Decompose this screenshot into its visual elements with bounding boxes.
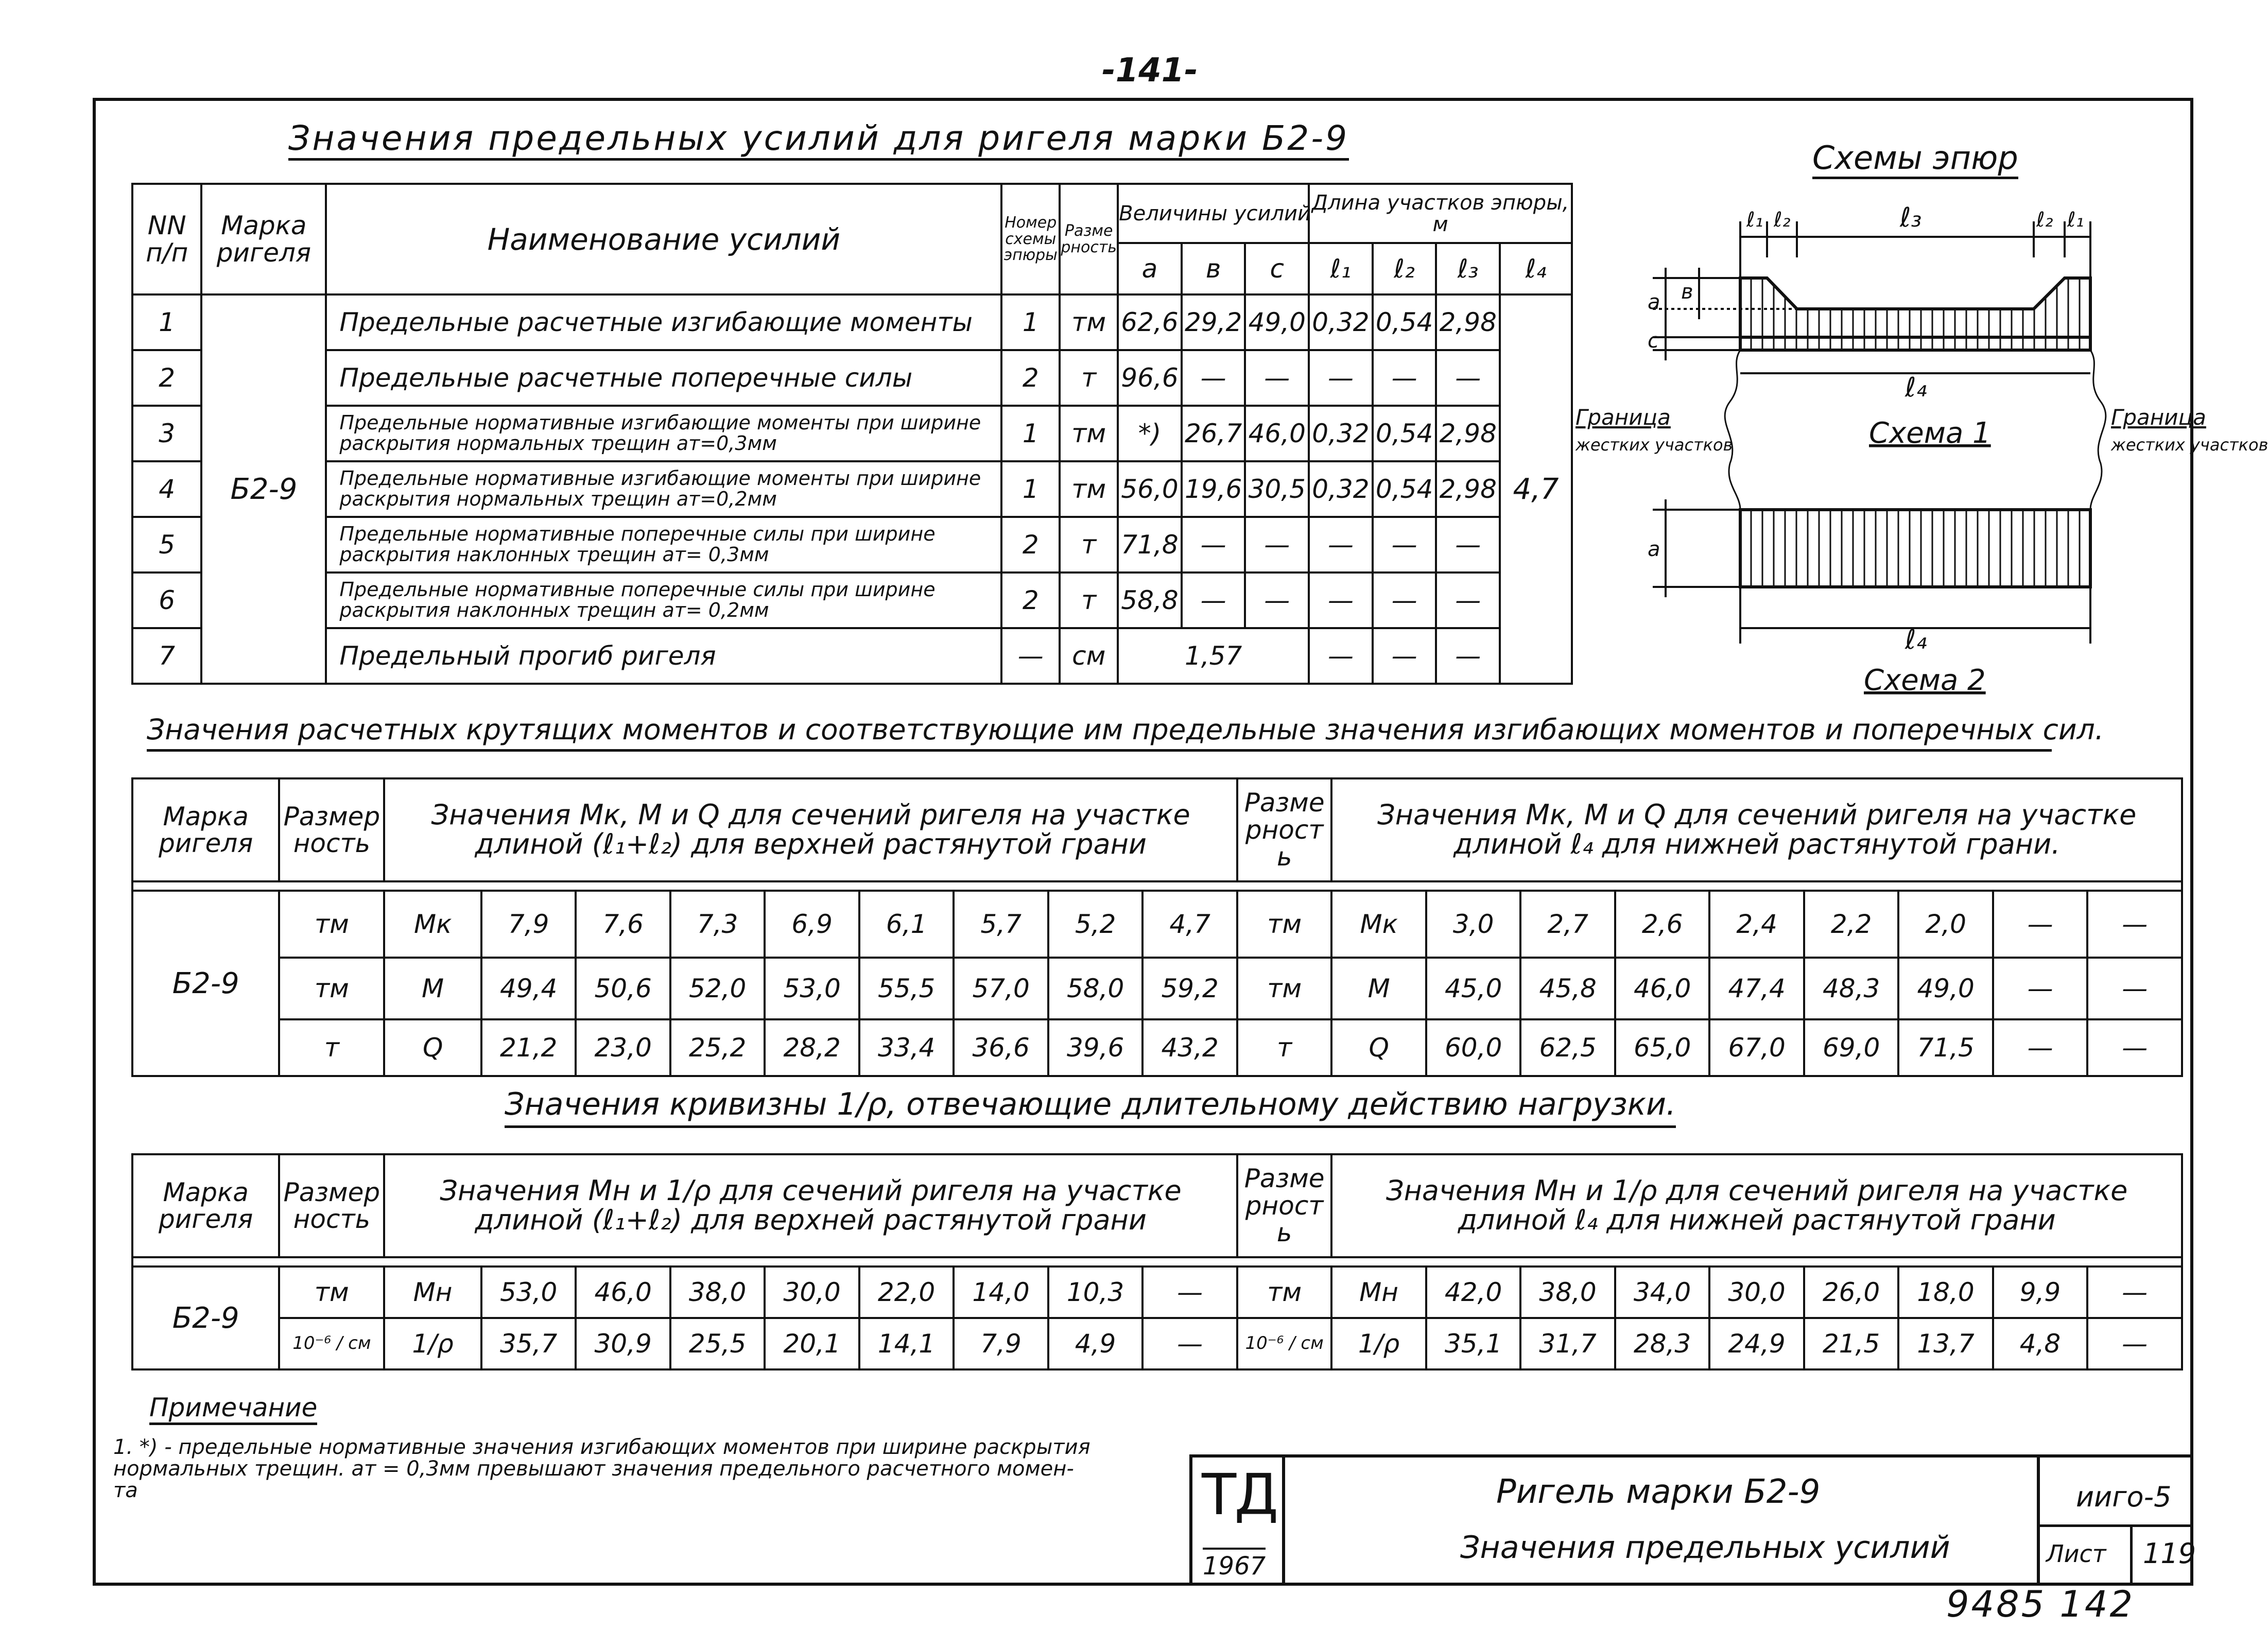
header-unit-right: Размерность — [1237, 1154, 1331, 1257]
value-b: 26,7 — [1182, 406, 1245, 461]
value-cell: 25,5 — [670, 1318, 765, 1369]
header-a: a — [1118, 243, 1182, 294]
value-cell: 62,5 — [1520, 1019, 1615, 1076]
title-block — [1189, 1454, 2196, 1586]
value-cell: 4,8 — [1993, 1318, 2087, 1369]
value-cell: 10,3 — [1048, 1267, 1142, 1318]
value-a: 71,8 — [1118, 517, 1182, 573]
stamp-series: ииго-5 — [2076, 1481, 2172, 1513]
value-cell: 6,9 — [765, 891, 859, 958]
unit-cell: тм — [1060, 461, 1118, 517]
value-cell: — — [1142, 1318, 1237, 1369]
value-cell: 34,0 — [1615, 1267, 1709, 1318]
value-c: — — [1245, 517, 1309, 573]
force-name: Предельные расчетные изгибающие моменты — [326, 294, 1001, 350]
header-unit-right: Размерность — [1237, 778, 1332, 881]
value-cell: 20,1 — [765, 1318, 859, 1369]
row-number: 6 — [132, 573, 201, 628]
dim-l3: ℓ₃ — [1900, 202, 1922, 233]
value-cell: — — [2087, 1267, 2182, 1318]
header-l4: ℓ₄ — [1500, 243, 1572, 294]
unit-cell: тм — [279, 891, 384, 958]
dim-a-2: a — [1648, 537, 1660, 561]
schemes-diagram — [1576, 196, 2268, 710]
value-cell: 59,2 — [1142, 958, 1237, 1019]
header-mark: Марка ригеля — [201, 184, 326, 294]
symbol-cell: Q — [384, 1019, 481, 1076]
header-unit: Размерность — [279, 778, 384, 881]
unit-cell-right: 10⁻⁶ / см — [1237, 1318, 1331, 1369]
symbol-cell-right: Mк — [1331, 891, 1426, 958]
value-cell: 52,0 — [670, 958, 765, 1019]
value-cell: 35,1 — [1426, 1318, 1520, 1369]
archive-number: 9485 142 — [1946, 1583, 2135, 1625]
value-cell: 39,6 — [1048, 1019, 1143, 1076]
value-cell: 4,9 — [1048, 1318, 1142, 1369]
unit-cell: т — [1060, 573, 1118, 628]
unit-cell-right: тм — [1237, 891, 1332, 958]
value-cell: 48,3 — [1804, 958, 1899, 1019]
note-title: Примечание — [149, 1393, 317, 1425]
value-b: 19,6 — [1182, 461, 1245, 517]
dim-l4-2: ℓ₄ — [1905, 624, 1927, 655]
value-cell: — — [2087, 958, 2182, 1019]
value-cell: 23,0 — [576, 1019, 670, 1076]
unit-cell: т — [1060, 517, 1118, 573]
limit-forces-table — [131, 183, 1573, 685]
note-text — [113, 1436, 1090, 1501]
value-a: 56,0 — [1118, 461, 1182, 517]
force-name: Предельные нормативные поперечные силы при ширине раскрытия наклонных трещин aт= 0,2мм — [326, 573, 1001, 628]
value-cell: 7,9 — [954, 1318, 1048, 1369]
value-cell: 3,0 — [1426, 891, 1521, 958]
value-cell: 22,0 — [859, 1267, 954, 1318]
dim-l4-1: ℓ₄ — [1905, 372, 1927, 403]
value-cell: 30,0 — [1709, 1267, 1804, 1318]
dim-l2-right: ℓ₂ — [2036, 208, 2053, 232]
value-cell: 25,2 — [670, 1019, 765, 1076]
header-mark: Марка ригеля — [132, 1154, 279, 1257]
symbol-cell-right: Q — [1331, 1019, 1426, 1076]
header-right-line2: длиной ℓ₄ для нижней растянутой грани — [1458, 1204, 2056, 1236]
value-l1: 0,32 — [1309, 461, 1373, 517]
stamp-sheet-label: Лист — [2046, 1540, 2106, 1568]
scheme-cell: 2 — [1001, 350, 1060, 406]
symbol-cell: 1/ρ — [384, 1318, 481, 1369]
torque-table — [131, 777, 2183, 1077]
value-a: 62,6 — [1118, 294, 1182, 350]
table1-title: Значения предельных усилий для ригеля марки Б2-9 — [288, 118, 1349, 161]
header-c: с — [1245, 243, 1309, 294]
value-cell: 45,8 — [1520, 958, 1615, 1019]
value-cell: 38,0 — [1520, 1267, 1615, 1318]
value-cell: 60,0 — [1426, 1019, 1521, 1076]
value-l2: — — [1373, 628, 1436, 684]
symbol-cell-right: 1/ρ — [1331, 1318, 1426, 1369]
value-cell: 9,9 — [1993, 1267, 2087, 1318]
value-cell: 42,0 — [1426, 1267, 1520, 1318]
table-row — [132, 1318, 2182, 1369]
stamp-title-2: Значения предельных усилий — [1460, 1530, 1950, 1566]
dim-l1-right: ℓ₁ — [2067, 208, 2084, 232]
boundary-left-sub: жестких участков — [1576, 435, 1733, 455]
value-cell: 18,0 — [1898, 1267, 1993, 1318]
value-cell: 43,2 — [1142, 1019, 1237, 1076]
unit-cell: см — [1060, 628, 1118, 684]
table-row — [132, 1019, 2182, 1076]
mark-cell: Б2-9 — [132, 891, 279, 1076]
value-cell: 49,0 — [1898, 958, 1993, 1019]
value-cell: 7,6 — [576, 891, 670, 958]
value-l4: 4,7 — [1500, 294, 1572, 684]
value-cell: 7,3 — [670, 891, 765, 958]
value-cell: 7,9 — [481, 891, 576, 958]
deflection-value: 1,57 — [1118, 628, 1309, 684]
header-l1: ℓ₁ — [1309, 243, 1373, 294]
scheme-cell: 1 — [1001, 406, 1060, 461]
scheme-cell: 1 — [1001, 294, 1060, 350]
value-cell: 2,0 — [1898, 891, 1993, 958]
stamp-sheet-divider — [2130, 1527, 2133, 1586]
dim-a-1: a — [1648, 290, 1660, 314]
value-cell: 24,9 — [1709, 1318, 1804, 1369]
unit-cell-right: тм — [1237, 1267, 1331, 1318]
value-cell: — — [1142, 1267, 1237, 1318]
value-c: — — [1245, 350, 1309, 406]
table-row — [132, 958, 2182, 1019]
td-logo: ТД — [1202, 1462, 1277, 1528]
value-l1: — — [1309, 517, 1373, 573]
value-cell: 14,1 — [859, 1318, 954, 1369]
note-line-2: нормальных трещин. aт = 0,3мм превышают значения предельного расчетного момен- — [113, 1457, 1074, 1481]
value-cell: 50,6 — [576, 958, 670, 1019]
value-cell: 13,7 — [1898, 1318, 1993, 1369]
value-l3: — — [1436, 350, 1500, 406]
value-a: 96,6 — [1118, 350, 1182, 406]
header-right — [1331, 778, 2182, 881]
force-name: Предельные нормативные изгибающие моменты при ширине раскрытия нормальных трещин aт=0,2мм — [326, 461, 1001, 517]
value-cell: 4,7 — [1142, 891, 1237, 958]
header-left — [384, 1154, 1237, 1257]
scheme2-label: Схема 2 — [1864, 664, 1986, 697]
value-cell: 31,7 — [1520, 1318, 1615, 1369]
value-cell: 30,9 — [576, 1318, 670, 1369]
header-left-line1: Значения Mк, M и Q для сечений ригеля на участке — [431, 799, 1190, 831]
header-unit: Размерность — [279, 1154, 384, 1257]
value-cell: 35,7 — [481, 1318, 576, 1369]
value-cell: 33,4 — [859, 1019, 954, 1076]
value-cell: 65,0 — [1615, 1019, 1710, 1076]
value-a: *) — [1118, 406, 1182, 461]
value-l2: — — [1373, 517, 1436, 573]
unit-cell: тм — [279, 1267, 384, 1318]
boundary-left: Граница — [1576, 405, 1671, 430]
force-name: Предельные нормативные изгибающие моменты при ширине раскрытия нормальных трещин aт=0,3мм — [326, 406, 1001, 461]
value-l3: — — [1436, 517, 1500, 573]
header-right-line1: Значения Mк, M и Q для сечений ригеля на участке — [1377, 799, 2137, 831]
stamp-sheet-number: 119 — [2143, 1537, 2196, 1570]
table-row — [132, 891, 2182, 958]
table-row — [132, 406, 1572, 461]
stamp-sheet-row — [2040, 1524, 2196, 1586]
stamp-title-1: Ригель марки Б2-9 — [1496, 1473, 1821, 1511]
header-left-line2: длиной (ℓ₁+ℓ₂) для верхней растянутой грани — [475, 828, 1147, 860]
value-b: 29,2 — [1182, 294, 1245, 350]
value-cell: 14,0 — [954, 1267, 1048, 1318]
unit-cell: тм — [279, 958, 384, 1019]
stamp-year: 1967 — [1203, 1548, 1266, 1581]
value-l3: 2,98 — [1436, 294, 1500, 350]
value-cell: 21,5 — [1804, 1318, 1898, 1369]
dim-l1-left: ℓ₁ — [1746, 208, 1763, 232]
unit-cell: тм — [1060, 406, 1118, 461]
table-row — [132, 573, 1572, 628]
value-cell: 2,2 — [1804, 891, 1899, 958]
force-name: Предельные нормативные поперечные силы при ширине раскрытия наклонных трещин aт= 0,3мм — [326, 517, 1001, 573]
note-line-1: 1. *) - предельные нормативные значения изгибающих моментов при ширине раскрытия — [113, 1435, 1090, 1459]
table-row — [132, 350, 1572, 406]
value-cell: 21,2 — [481, 1019, 576, 1076]
mark-cell: Б2-9 — [201, 294, 326, 684]
header-left-line2: длиной (ℓ₁+ℓ₂) для верхней растянутой грани — [475, 1204, 1147, 1236]
value-c: — — [1245, 573, 1309, 628]
scheme-cell: 1 — [1001, 461, 1060, 517]
header-l2: ℓ₂ — [1373, 243, 1436, 294]
curvature-table — [131, 1153, 2183, 1371]
value-l1: — — [1309, 350, 1373, 406]
header-l3: ℓ₃ — [1436, 243, 1500, 294]
value-cell: 46,0 — [576, 1267, 670, 1318]
symbol-cell: M — [384, 958, 481, 1019]
dim-l2-left: ℓ₂ — [1774, 208, 1791, 232]
header-left — [384, 778, 1237, 881]
value-cell: 26,0 — [1804, 1267, 1898, 1318]
value-cell: 2,6 — [1615, 891, 1710, 958]
value-l1: 0,32 — [1309, 294, 1373, 350]
table2-title: Значения расчетных крутящих моментов и соответствующие им предельные значения изгибающих моментов и поперечных сил. — [147, 713, 2052, 752]
value-cell: 67,0 — [1709, 1019, 1804, 1076]
value-b: — — [1182, 517, 1245, 573]
boundary-right: Граница — [2111, 405, 2206, 430]
value-l1: — — [1309, 573, 1373, 628]
unit-cell-right: тм — [1237, 958, 1332, 1019]
header-unit: Размерность — [1060, 184, 1118, 294]
schemes-title: Схемы эпюр — [1812, 139, 2018, 179]
value-l1: — — [1309, 628, 1373, 684]
value-l3: 2,98 — [1436, 406, 1500, 461]
scheme-cell: 2 — [1001, 573, 1060, 628]
mark-cell: Б2-9 — [132, 1267, 279, 1369]
value-l2: 0,54 — [1373, 406, 1436, 461]
symbol-cell-right: Mн — [1331, 1267, 1426, 1318]
value-cell: 6,1 — [859, 891, 954, 958]
value-cell: 55,5 — [859, 958, 954, 1019]
value-l2: — — [1373, 573, 1436, 628]
dim-c-1: с — [1648, 329, 1659, 353]
row-number: 5 — [132, 517, 201, 573]
value-a: 58,8 — [1118, 573, 1182, 628]
unit-cell: т — [279, 1019, 384, 1076]
symbol-cell: Mк — [384, 891, 481, 958]
table-row — [132, 628, 1572, 684]
header-scheme: Номер схемы эпюры — [1001, 184, 1060, 294]
header-mark: Марка ригеля — [132, 778, 279, 881]
scheme-cell: 2 — [1001, 517, 1060, 573]
value-cell: 28,2 — [765, 1019, 859, 1076]
table-row — [132, 517, 1572, 573]
row-number: 2 — [132, 350, 201, 406]
scheme-cell: — — [1001, 628, 1060, 684]
value-l2: 0,54 — [1373, 294, 1436, 350]
value-l1: 0,32 — [1309, 406, 1373, 461]
value-l3: 2,98 — [1436, 461, 1500, 517]
value-cell: 5,7 — [954, 891, 1048, 958]
value-cell: 53,0 — [481, 1267, 576, 1318]
header-right-line1: Значения Mн и 1/ρ для сечений ригеля на участке — [1386, 1174, 2128, 1207]
unit-cell-right: т — [1237, 1019, 1332, 1076]
unit-cell: 10⁻⁶ / см — [279, 1318, 384, 1369]
header-b: в — [1182, 243, 1245, 294]
table3-title: Значения кривизны 1/ρ, отвечающие длительному действию нагрузки. — [505, 1086, 1676, 1128]
value-cell: 58,0 — [1048, 958, 1143, 1019]
value-b: — — [1182, 573, 1245, 628]
header-lengths: Длина участков эпюры, м — [1309, 184, 1572, 243]
value-cell: 2,7 — [1520, 891, 1615, 958]
table-row — [132, 1267, 2182, 1318]
value-cell: 28,3 — [1615, 1318, 1709, 1369]
value-cell: 36,6 — [954, 1019, 1048, 1076]
value-b: — — [1182, 350, 1245, 406]
value-cell: — — [1993, 958, 2088, 1019]
value-cell: — — [1993, 891, 2088, 958]
value-cell: — — [2087, 1318, 2182, 1369]
value-cell: 45,0 — [1426, 958, 1521, 1019]
stamp-right-box — [2037, 1458, 2196, 1586]
value-c: 46,0 — [1245, 406, 1309, 461]
value-l3: — — [1436, 573, 1500, 628]
value-cell: — — [2087, 891, 2182, 958]
value-cell: 47,4 — [1709, 958, 1804, 1019]
value-l2: 0,54 — [1373, 461, 1436, 517]
unit-cell: тм — [1060, 294, 1118, 350]
header-nn: NN п/п — [132, 184, 201, 294]
value-cell: — — [1993, 1019, 2088, 1076]
value-cell: — — [2087, 1019, 2182, 1076]
symbol-cell: Mн — [384, 1267, 481, 1318]
page-number: -141- — [1102, 51, 1198, 90]
header-forces: Величины усилий — [1118, 184, 1309, 243]
dim-b-1: в — [1681, 280, 1693, 304]
row-number: 1 — [132, 294, 201, 350]
header-right — [1331, 1154, 2182, 1257]
header-right-line2: длиной ℓ₄ для нижней растянутой грани. — [1453, 828, 2061, 860]
value-cell: 5,2 — [1048, 891, 1143, 958]
value-cell: 69,0 — [1804, 1019, 1899, 1076]
boundary-right-sub: жестких участков — [2111, 435, 2268, 455]
unit-cell: т — [1060, 350, 1118, 406]
row-number: 3 — [132, 406, 201, 461]
scheme1-label: Схема 1 — [1869, 417, 1991, 450]
table-row — [132, 461, 1572, 517]
table-row — [132, 294, 1572, 350]
value-l2: — — [1373, 350, 1436, 406]
row-number: 4 — [132, 461, 201, 517]
logo-box — [1192, 1458, 1285, 1586]
value-cell: 57,0 — [954, 958, 1048, 1019]
header-name: Наименование усилий — [326, 184, 1001, 294]
symbol-cell-right: M — [1331, 958, 1426, 1019]
value-cell: 71,5 — [1898, 1019, 1993, 1076]
row-number: 7 — [132, 628, 201, 684]
value-cell: 53,0 — [765, 958, 859, 1019]
value-cell: 49,4 — [481, 958, 576, 1019]
value-c: 49,0 — [1245, 294, 1309, 350]
value-l3: — — [1436, 628, 1500, 684]
value-cell: 38,0 — [670, 1267, 765, 1318]
value-cell: 30,0 — [765, 1267, 859, 1318]
value-cell: 2,4 — [1709, 891, 1804, 958]
force-name: Предельный прогиб ригеля — [326, 628, 1001, 684]
note-line-3: та — [113, 1479, 138, 1502]
force-name: Предельные расчетные поперечные силы — [326, 350, 1001, 406]
value-cell: 46,0 — [1615, 958, 1710, 1019]
header-left-line1: Значения Mн и 1/ρ для сечений ригеля на участке — [440, 1174, 1182, 1207]
value-c: 30,5 — [1245, 461, 1309, 517]
